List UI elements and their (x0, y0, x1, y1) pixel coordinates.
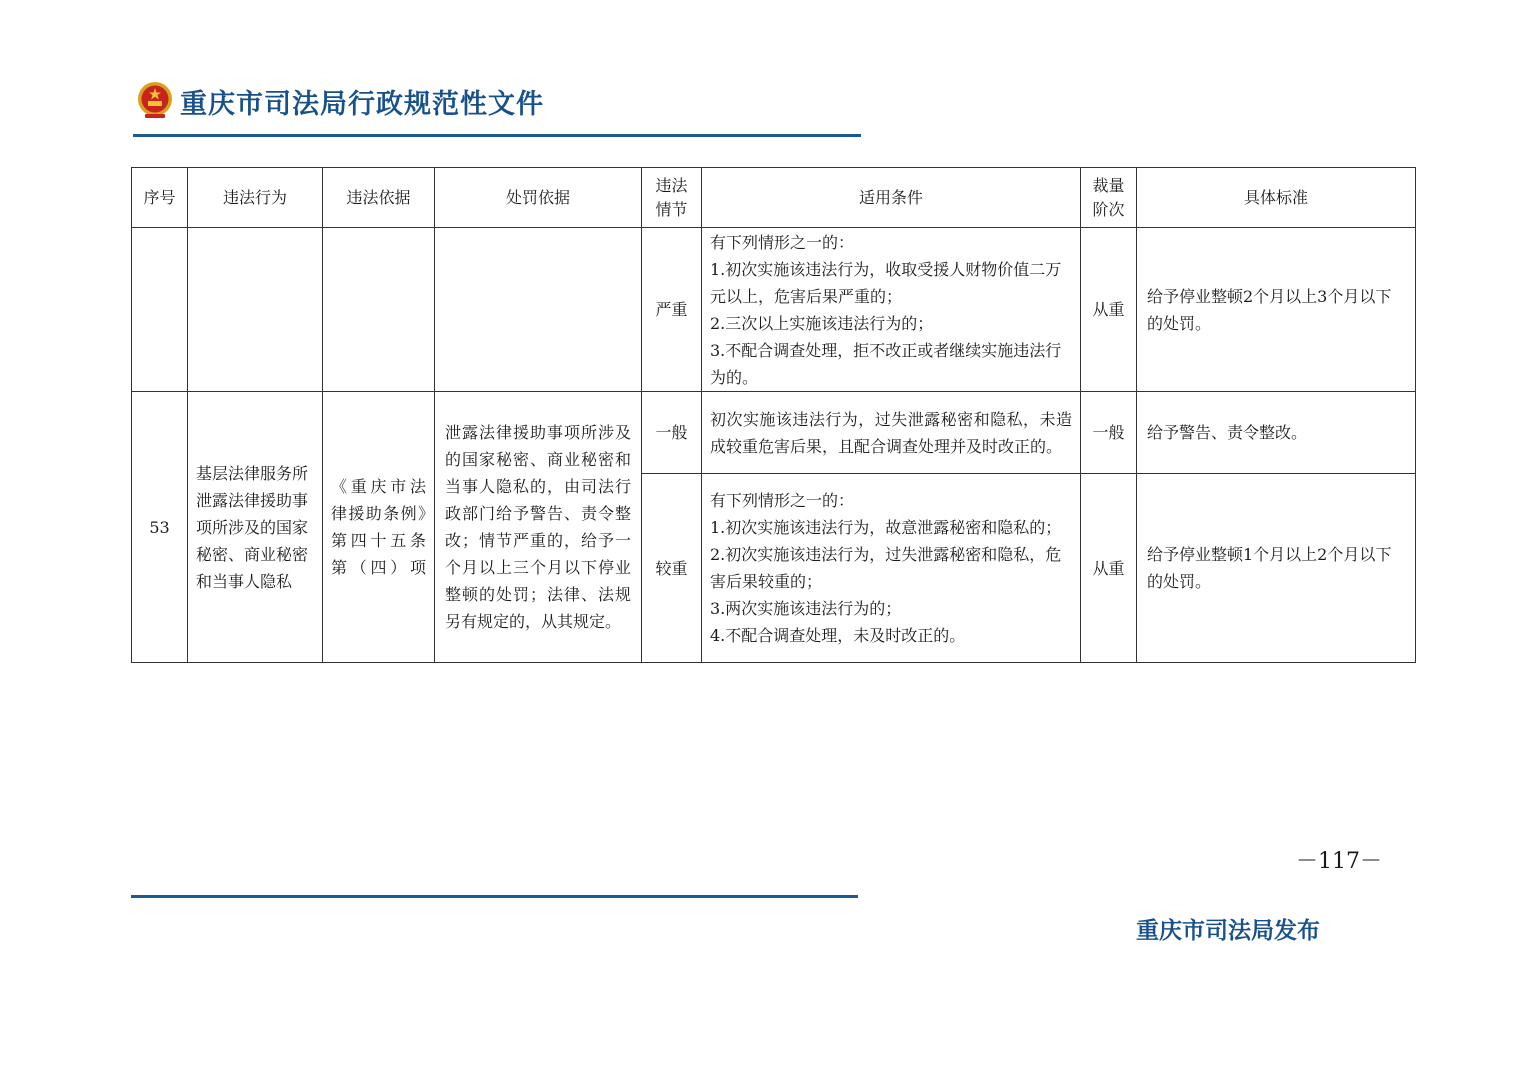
col-header-level: 裁量 阶次 (1081, 168, 1137, 228)
cell-condition: 初次实施该违法行为，过失泄露秘密和隐私，未造成较重危害后果，且配合调查处理并及时改正的。 (702, 392, 1081, 474)
table-row (132, 392, 1416, 474)
cell-level: 一般 (1081, 392, 1137, 474)
document-header-title: 重庆市司法局行政规范性文件 (180, 89, 544, 120)
table-row (132, 228, 1416, 392)
col-header-condition: 适用条件 (702, 168, 1081, 228)
page-number: －117－ (1296, 849, 1382, 874)
cell-level: 从重 (1081, 228, 1137, 392)
table-header-row (132, 168, 1416, 228)
cell-number-empty (132, 228, 188, 392)
cell-condition: 有下列情形之一的： 1.初次实施该违法行为，收取受援人财物价值二万元以上，危害后果严重的； 2.三次以上实施该违法行为的； 3.不配合调查处理，拒不改正或者继续实施违法行为的。 (702, 228, 1081, 392)
col-header-number: 序号 (132, 168, 188, 228)
cell-level: 从重 (1081, 474, 1137, 663)
cell-standard: 给予警告、责令整改。 (1137, 392, 1416, 474)
header-divider (133, 134, 861, 137)
cell-legal-basis: 《重庆市法律援助条例》第四十五条第（四）项 (323, 392, 435, 663)
col-header-act: 违法行为 (188, 168, 323, 228)
cell-standard: 给予停业整顿1个月以上2个月以下的处罚。 (1137, 474, 1416, 663)
col-header-standard: 具体标准 (1137, 168, 1416, 228)
cell-act: 基层法律服务所泄露法律援助事项所涉及的国家秘密、商业秘密和当事人隐私 (188, 392, 323, 663)
col-header-penalty-basis: 处罚依据 (435, 168, 642, 228)
col-header-legal-basis: 违法依据 (323, 168, 435, 228)
cell-condition: 有下列情形之一的： 1.初次实施该违法行为，故意泄露秘密和隐私的； 2.初次实施该违法行为，过失泄露秘密和隐私，危害后果较重的； 3.两次实施该违法行为的； 4.不配合调查处理，未及时改正的。 (702, 474, 1081, 663)
cell-severity: 较重 (642, 474, 702, 663)
cell-severity: 严重 (642, 228, 702, 392)
national-emblem-icon (136, 80, 174, 120)
col-header-severity: 违法 情节 (642, 168, 702, 228)
cell-act-empty (188, 228, 323, 392)
footer-divider (131, 895, 858, 898)
cell-number: 53 (132, 392, 188, 663)
cell-legal-basis-empty (323, 228, 435, 392)
penalty-standard-table (131, 167, 1416, 663)
cell-penalty-basis: 泄露法律援助事项所涉及的国家秘密、商业秘密和当事人隐私的，由司法行政部门给予警告、责令整改；情节严重的，给予一个月以上三个月以下停业整顿的处罚；法律、法规另有规定的，从其规定。 (435, 392, 642, 663)
cell-penalty-basis-empty (435, 228, 642, 392)
publisher-label: 重庆市司法局发布 (1136, 918, 1320, 944)
cell-severity: 一般 (642, 392, 702, 474)
cell-standard: 给予停业整顿2个月以上3个月以下的处罚。 (1137, 228, 1416, 392)
